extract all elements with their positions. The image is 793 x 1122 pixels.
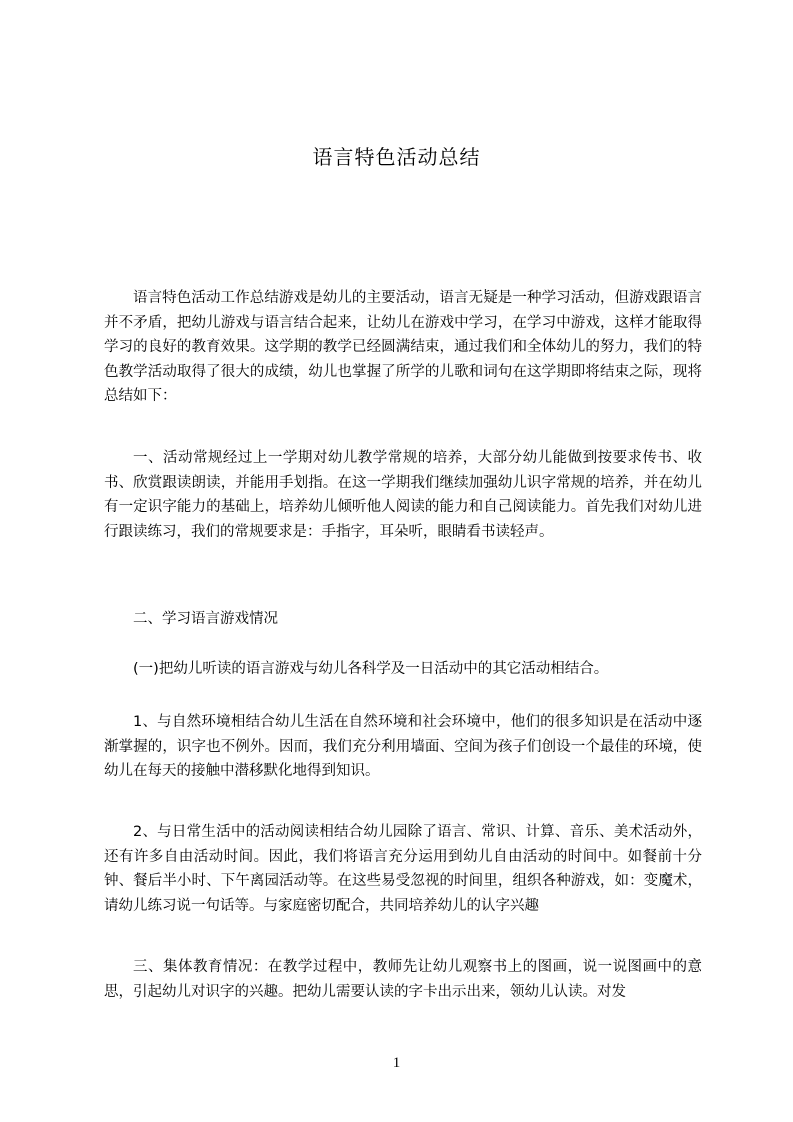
section-1-paragraph: 一、活动常规经过上一学期对幼儿教学常规的培养，大部分幼儿能做到按要求传书、收书、欣赏跟读朗读，并能用手划指。在这一学期我们继续加强幼儿识字常规的培养，并在幼儿有一定识字能力的基础上，培养幼儿倾听他人阅读的能力和自己阅读能力。首先我们对幼儿进行跟读练习，我们的常规要求是：手指字，耳朵听，眼睛看书读轻声。 <box>104 450 702 540</box>
section-2-heading: 二、学习语言游戏情况 <box>133 611 278 627</box>
subsection-1-heading: (一)把幼儿听读的语言游戏与幼儿各科学及一日活动中的其它活动相结合。 <box>133 661 609 677</box>
section-3-paragraph: 三、集体教育情况：在教学过程中，教师先让幼儿观察书上的图画，说一说图画中的意思，引起幼儿对识字的兴趣。把幼儿需要认读的字卡出示出来，领幼儿认读。对发 <box>104 959 702 1000</box>
item-1-paragraph: 1、与自然环境相结合幼儿生活在自然环境和社会环境中，他们的很多知识是在活动中逐渐掌握的，识字也不例外。因而，我们充分利用墙面、空间为孩子们创设一个最佳的环境，使幼儿在每天的接触中潜移默化地得到知识。 <box>104 714 702 780</box>
intro-paragraph: 语言特色活动工作总结游戏是幼儿的主要活动，语言无疑是一种学习活动，但游戏跟语言并不矛盾，把幼儿游戏与语言结合起来，让幼儿在游戏中学习，在学习中游戏，这样才能取得学习的良好的教育效果。这学期的教学已经圆满结束，通过我们和全体幼儿的努力，我们的特色教学活动取得了很大的成绩，幼儿也掌握了所学的儿歌和词句在这学期即将结束之际，现将总结如下： <box>104 290 702 405</box>
document-title: 语言特色活动总结 <box>312 145 481 169</box>
page-number: 1 <box>392 1055 401 1071</box>
item-2-paragraph: 2、与日常生活中的活动阅读相结合幼儿园除了语言、常识、计算、音乐、美术活动外，还有许多自由活动时间。因此，我们将语言充分运用到幼儿自由活动的时间中。如餐前十分钟、餐后半小时、下午离园活动等。在这些易受忽视的时间里，组织各种游戏，如：变魔术，请幼儿练习说一句话等。与家庭密切配合，共同培养幼儿的认字兴趣 <box>104 824 702 914</box>
